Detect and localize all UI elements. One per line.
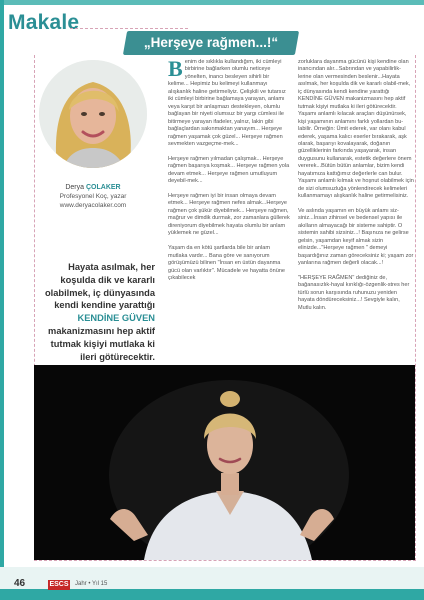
author-photo — [39, 60, 147, 168]
drop-cap: B — [168, 59, 183, 81]
section-divider — [70, 28, 188, 29]
speaker-on-stage-image — [34, 365, 415, 560]
article-paragraph: "HERŞEYE RAĞMEN" dediğiniz de, bağanasızlık-hayal kırıklığı-özgenlik-stres her türlü sorun karşısında ruhunuzu yeniden hayata döndüreceksiniz...! Sevgiyle kalın, Mutlu kalın. — [298, 275, 410, 311]
author-name — [32, 184, 154, 191]
top-accent-bar — [0, 0, 424, 5]
side-accent-stripe — [0, 0, 4, 600]
article-paragraph: Herşeye rağmen yılmadan çalışmak... Herşeye rağmen başarıya koşmak... Herşeye rağmen yola devam etmek... Herşeye rağmen umutluyum deyebil-mek... — [168, 155, 290, 185]
author-first-name: Derya — [65, 184, 85, 191]
article-paragraph: Benim de sıklıkla kullandığım, iki cümleyi birbirine bağlarken olumlu neticeye yönelten, inancı besleyen sihirli bir kelime... Hepimiz bu kelimeyi kullanmayı alışkanlık haline getirmeliyiz. Çelişkili ve tutarsız iki cümleyi birbirine bağlamaya yarayan, anlamı veya karşıt bir anlaşmazı destekleyen, olumlu bağlayan bir niyeti olumsuz bir yargı cümlesi ile bitirmeye yarayan ifadeler, yalnız, lakin gibi bağlaçlardan sakınmaktan yanayım... Herşeye rağmen yaşamak çok güzel... Herşeye rağmen sevmekten vazgeçme-mek... — [168, 59, 286, 147]
author-title: Profesyonel Koç, yazar — [59, 193, 127, 200]
article-paragraph: Yaşam da en kötü şartlarda bile bir anlam mutlaka vardır... Bana göre ve sanıyorum görüşümüzü bilinen "İnsan en üstün dayanma gücü olan varlıktır". Mücadele ve hayatta önüne çıkabilecek — [168, 245, 285, 281]
magazine-logo-text: ESCS — [49, 581, 69, 588]
pull-quote-part1: Hayata asılmak, her koşulda dik ve kararlı olabilmek, iç dünyasında kendi kendine yarattığı — [44, 262, 155, 311]
pull-quote-highlight: KENDİNE GÜVEN — [77, 313, 155, 324]
author-last-name: ÇOLAKER — [86, 184, 121, 191]
footer-band — [0, 589, 424, 600]
section-title: Makale — [8, 11, 80, 34]
pull-quote-part2: makanizmasını hep aktif tutmak kişiyi mutlaka ki ileri götürecektir. — [48, 325, 155, 362]
headline-title: „Herşeye rağmen...!“ — [143, 35, 279, 50]
article-column-1 — [168, 59, 290, 369]
article-column-2 — [298, 59, 414, 369]
article-paragraph: Herşeye rağmen iyi bir insan olmaya devam etmek... Herşeye rağmen nefes almak...Herşeye rağmen çok şükür diyebilmek... Herşeye rağmen, mağrur ve dimdik durmak, zor zamanlara güllerek direniyorum diyebilmek hayata olumlu bir anlam yüklemek ne güzel... — [168, 193, 290, 237]
issue-info: Jahr • Yıl 15 — [75, 581, 108, 587]
page-number: 46 — [14, 578, 26, 589]
author-portrait-image — [39, 60, 147, 168]
stage-photo — [34, 365, 415, 560]
article-paragraph: Ve aslında yaşamın en büyük anlamı siz-siniz...İnsan zihinsel ve bedensel yapısı ile akılların almayacağı bir sisteme sahiptir. O sistemin sahibi sizsiniz...! Başınıza ne gelirse gelsin, yaşamdan keyif almak sizin elinizde..."Herşeye rağmen " demeyi başardığınız zaman göreceksiniz ki; yaşam zor yanlarına rağmen değerli olacak...! — [298, 208, 414, 267]
article-paragraph: zorluklara dayanma gücünü kişi kendine olan inancından alır...Sabrından ve yapabilirlik-lerine olan vermesinden beslenir...Hayata asılmak, her koşulda dik ve kararlı olabil-mek, iç dünyasında kendi kendine yarattığı KENDİNE GÜVEN makanizmasını hep aktif tutmak kişiyi mutlaka ki ileri götürecektir. Yaşamı anlamlı kılacak araçları düşünürsek, kişi yaşamının anlamını farklı yollardan bu-labilir. Örneğin: Ümit ederek, var olanı kabul ederek, yaşama kalıcı eserler bırakarak, aşk olarak, başarıyı kovalayarak, doğanın güzelliklerinin farkında yaşayarak, insan duygusunu kullanarak, estetik değerlere önem vererek...Bütün bütün anlamlar, bizim kendi hayatımıza kattığımız değerlerle can bulur. Yaşamı anlamlı kılmak ve hoşnut olabilmek için de sizi olumsuzluğa yönlendirecek kelimeleri kullanmamayı alışkanlık haline getirmelisiniz. — [298, 59, 414, 200]
author-website: www.deryacolaker.com — [59, 202, 127, 209]
pull-quote — [36, 261, 155, 363]
